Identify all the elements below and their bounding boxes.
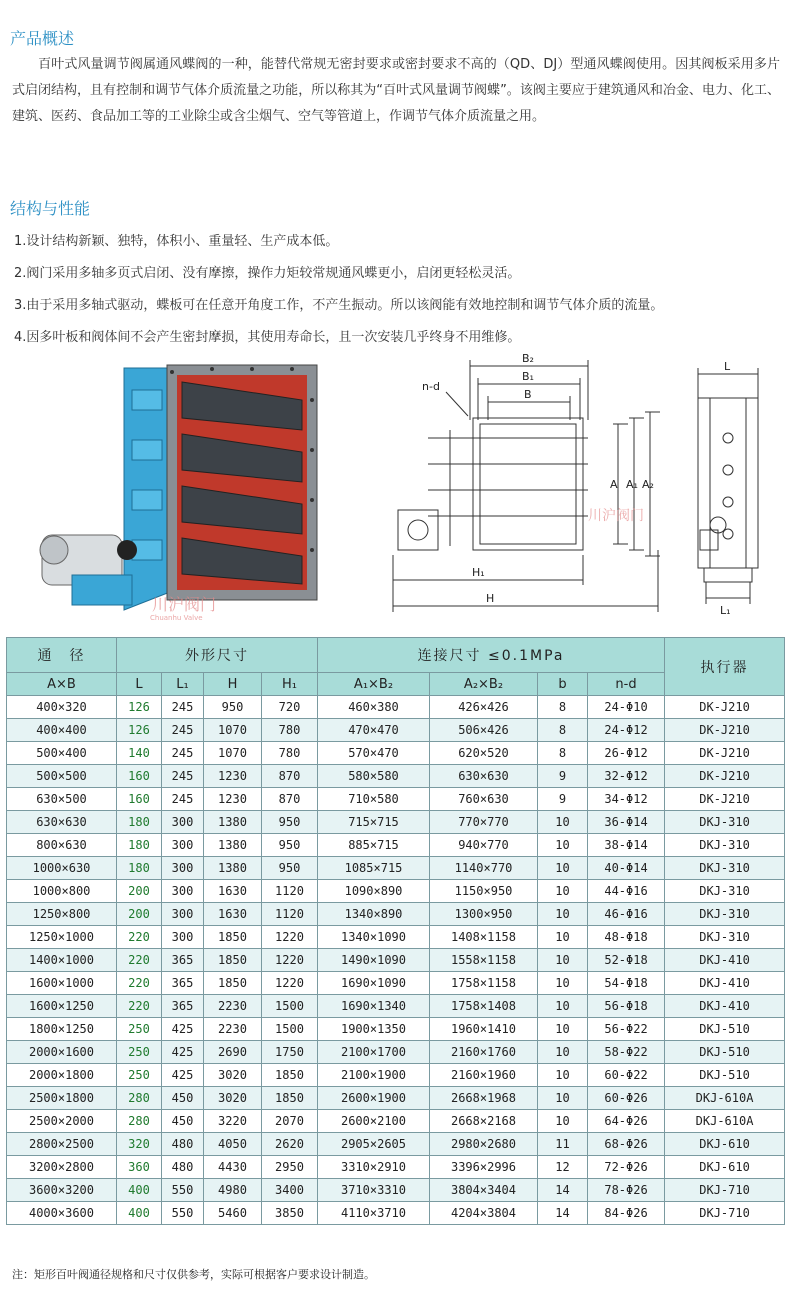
table-cell: 40-Φ14 (588, 857, 665, 880)
table-cell: 56-Φ18 (588, 995, 665, 1018)
table-cell: 1600×1250 (7, 995, 117, 1018)
table-cell: 300 (162, 903, 204, 926)
table-cell: 1400×1000 (7, 949, 117, 972)
table-cell: 1850 (262, 1064, 318, 1087)
dim-l1: L₁ (720, 604, 731, 617)
table-cell: 400×400 (7, 719, 117, 742)
table-cell: 34-Φ12 (588, 788, 665, 811)
table-cell: 2800×2500 (7, 1133, 117, 1156)
table-cell: 180 (117, 857, 162, 880)
table-cell: 365 (162, 995, 204, 1018)
table-cell: 426×426 (430, 696, 538, 719)
table-cell: 1758×1158 (430, 972, 538, 995)
table-row (7, 834, 785, 857)
table-cell: 1800×1250 (7, 1018, 117, 1041)
table-cell: 1900×1350 (318, 1018, 430, 1041)
table-cell: 630×630 (430, 765, 538, 788)
table-cell: 450 (162, 1087, 204, 1110)
table-cell: 84-Φ26 (588, 1202, 665, 1225)
table-cell: 1690×1090 (318, 972, 430, 995)
table-cell: 3710×3310 (318, 1179, 430, 1202)
table-cell: 8 (538, 696, 588, 719)
table-row (7, 1133, 785, 1156)
table-cell: 200 (117, 880, 162, 903)
table-cell: DK-J210 (665, 765, 785, 788)
table-cell: 480 (162, 1156, 204, 1179)
table-cell: 24-Φ10 (588, 696, 665, 719)
table-row (7, 949, 785, 972)
table-cell: 2500×2000 (7, 1110, 117, 1133)
table-cell: 10 (538, 811, 588, 834)
table-cell: 1220 (262, 949, 318, 972)
table-cell: 3850 (262, 1202, 318, 1225)
table-cell: 470×470 (318, 719, 430, 742)
table-cell: 365 (162, 949, 204, 972)
table-cell: 1408×1158 (430, 926, 538, 949)
header-lianjie: 连接尺寸 ≤0.1MPa (318, 638, 665, 673)
table-cell: 10 (538, 1110, 588, 1133)
table-cell: DKJ-710 (665, 1179, 785, 1202)
table-cell: 3020 (204, 1064, 262, 1087)
table-cell: 885×715 (318, 834, 430, 857)
table-cell: 46-Φ16 (588, 903, 665, 926)
table-cell: 360 (117, 1156, 162, 1179)
table-cell: 2950 (262, 1156, 318, 1179)
table-cell: DKJ-610 (665, 1133, 785, 1156)
table-cell: 1380 (204, 834, 262, 857)
table-cell: 160 (117, 788, 162, 811)
table-cell: 450 (162, 1110, 204, 1133)
table-cell: 10 (538, 1041, 588, 1064)
subheader-cell: L (117, 673, 162, 696)
table-cell: 1140×770 (430, 857, 538, 880)
table-cell: 60-Φ26 (588, 1087, 665, 1110)
table-cell: DKJ-310 (665, 880, 785, 903)
table-cell: 2230 (204, 995, 262, 1018)
table-cell: 1758×1408 (430, 995, 538, 1018)
table-cell: 245 (162, 719, 204, 742)
table-cell: 26-Φ12 (588, 742, 665, 765)
table-cell: 8 (538, 719, 588, 742)
drawing-watermark: 川沪阀门 (588, 508, 644, 524)
table-cell: DK-J210 (665, 696, 785, 719)
table-cell: 3396×2996 (430, 1156, 538, 1179)
table-cell: DK-J210 (665, 742, 785, 765)
table-cell: 400 (117, 1202, 162, 1225)
table-cell: DKJ-410 (665, 949, 785, 972)
dim-nd: n-d (422, 380, 440, 393)
overview-text: 百叶式风量调节阀属通风蝶阀的一种，能替代常规无密封要求或密封要求不高的（QD、DJ）型通风蝶阀使用。因其阀板采用多片式启闭结构，且有控制和调节气体介质流量之功能，所以称其为“百叶式风量调节阀蝶”。该阀主要应于建筑通风和冶金、电力、化工、建筑、医药、食品加工等的工业除尘或含尘烟气、空气等管道上，作调节气体介质流量之用。 (12, 57, 780, 124)
table-cell: 2100×1900 (318, 1064, 430, 1087)
table-cell: 140 (117, 742, 162, 765)
table-cell: 1630 (204, 903, 262, 926)
feature-item-2: 2.阀门采用多轴多页式启闭、没有摩擦，操作力矩较常规通风蝶更小，启闭更轻松灵活。 (14, 266, 521, 281)
dim-a1: A₁ (626, 478, 638, 491)
table-cell: 300 (162, 857, 204, 880)
table-cell: 10 (538, 995, 588, 1018)
table-cell: 1150×950 (430, 880, 538, 903)
table-cell: 2160×1760 (430, 1041, 538, 1064)
table-cell: 1850 (204, 972, 262, 995)
table-cell: 58-Φ22 (588, 1041, 665, 1064)
table-cell: 365 (162, 972, 204, 995)
table-cell: 1000×800 (7, 880, 117, 903)
front-view-drawing (388, 350, 678, 620)
table-cell: DK-J210 (665, 788, 785, 811)
table-cell: 300 (162, 926, 204, 949)
dim-l: L (724, 360, 731, 373)
table-cell: 245 (162, 742, 204, 765)
table-cell: 1120 (262, 880, 318, 903)
table-cell: 2668×2168 (430, 1110, 538, 1133)
table-cell: 1220 (262, 972, 318, 995)
table-cell: 2500×1800 (7, 1087, 117, 1110)
table-cell: 56-Φ22 (588, 1018, 665, 1041)
table-cell: 52-Φ18 (588, 949, 665, 972)
table-cell: 2160×1960 (430, 1064, 538, 1087)
side-view-drawing (680, 360, 780, 625)
table-cell: 9 (538, 765, 588, 788)
table-cell: 126 (117, 696, 162, 719)
table-cell: 1340×890 (318, 903, 430, 926)
table-row (7, 1018, 785, 1041)
table-row (7, 811, 785, 834)
table-cell: 78-Φ26 (588, 1179, 665, 1202)
table-cell: 48-Φ18 (588, 926, 665, 949)
table-cell: 3200×2800 (7, 1156, 117, 1179)
table-cell: DKJ-310 (665, 811, 785, 834)
subheader-cell: H (204, 673, 262, 696)
table-cell: 3310×2910 (318, 1156, 430, 1179)
table-cell: 1490×1090 (318, 949, 430, 972)
table-cell: 64-Φ26 (588, 1110, 665, 1133)
table-cell: 180 (117, 834, 162, 857)
table-cell: 8 (538, 742, 588, 765)
table-cell: 11 (538, 1133, 588, 1156)
table-row (7, 1156, 785, 1179)
table-cell: 3020 (204, 1087, 262, 1110)
header-tongjing: 通 径 (7, 638, 117, 673)
table-cell: DKJ-410 (665, 972, 785, 995)
table-cell: 760×630 (430, 788, 538, 811)
table-cell: 10 (538, 903, 588, 926)
table-cell: 10 (538, 857, 588, 880)
table-cell: 1120 (262, 903, 318, 926)
table-cell: 126 (117, 719, 162, 742)
table-cell: 480 (162, 1133, 204, 1156)
dim-a2: A₂ (642, 478, 654, 491)
table-cell: 400 (117, 1179, 162, 1202)
table-cell: DKJ-610A (665, 1087, 785, 1110)
table-cell: DKJ-310 (665, 857, 785, 880)
table-cell: 2600×1900 (318, 1087, 430, 1110)
table-cell: 10 (538, 880, 588, 903)
table-cell: 3600×3200 (7, 1179, 117, 1202)
table-row (7, 1041, 785, 1064)
table-cell: 780 (262, 719, 318, 742)
header-waixing: 外形尺寸 (117, 638, 318, 673)
table-cell: 250 (117, 1064, 162, 1087)
table-row (7, 880, 785, 903)
table-row (7, 765, 785, 788)
table-row (7, 1087, 785, 1110)
table-cell: 2070 (262, 1110, 318, 1133)
table-cell: 160 (117, 765, 162, 788)
table-cell: 3400 (262, 1179, 318, 1202)
table-cell: 72-Φ26 (588, 1156, 665, 1179)
table-row (7, 1202, 785, 1225)
table-cell: 1090×890 (318, 880, 430, 903)
table-row (7, 926, 785, 949)
table-cell: 220 (117, 972, 162, 995)
table-cell: DKJ-610 (665, 1156, 785, 1179)
table-cell: 250 (117, 1018, 162, 1041)
table-cell: 950 (204, 696, 262, 719)
table-cell: DKJ-510 (665, 1018, 785, 1041)
table-cell: 2230 (204, 1018, 262, 1041)
table-cell: DKJ-610A (665, 1110, 785, 1133)
table-cell: DKJ-310 (665, 926, 785, 949)
dim-h1: H₁ (472, 566, 485, 579)
subheader-cell: n-d (588, 673, 665, 696)
table-cell: 12 (538, 1156, 588, 1179)
table-cell: 4204×3804 (430, 1202, 538, 1225)
table-row (7, 972, 785, 995)
table-cell: 550 (162, 1202, 204, 1225)
table-cell: 550 (162, 1179, 204, 1202)
table-cell: 60-Φ22 (588, 1064, 665, 1087)
table-cell: 940×770 (430, 834, 538, 857)
table-cell: 715×715 (318, 811, 430, 834)
table-cell: 32-Φ12 (588, 765, 665, 788)
table-cell: 1850 (204, 926, 262, 949)
table-cell: 425 (162, 1064, 204, 1087)
table-cell: 10 (538, 972, 588, 995)
table-cell: 1250×1000 (7, 926, 117, 949)
table-cell: 950 (262, 857, 318, 880)
table-cell: 1690×1340 (318, 995, 430, 1018)
feature-item-3: 3.由于采用多轴式驱动，蝶板可在任意开角度工作，不产生振动。所以该阀能有效地控制和调节气体介质的流量。 (14, 298, 664, 313)
subheader-cell: A₁×B₂ (318, 673, 430, 696)
photo-watermark: 川沪阀门 (152, 595, 217, 614)
table-cell: 245 (162, 696, 204, 719)
table-cell: 1850 (204, 949, 262, 972)
table-cell: 1250×800 (7, 903, 117, 926)
dim-b1: B₁ (522, 370, 534, 383)
table-cell: DKJ-310 (665, 903, 785, 926)
subheader-cell: L₁ (162, 673, 204, 696)
table-cell: 630×630 (7, 811, 117, 834)
structure-title: 结构与性能 (10, 199, 91, 218)
table-row (7, 995, 785, 1018)
table-cell: 1750 (262, 1041, 318, 1064)
subheader-cell: b (538, 673, 588, 696)
dim-b2: B₂ (522, 352, 534, 365)
table-cell: 2100×1700 (318, 1041, 430, 1064)
table-cell: 870 (262, 788, 318, 811)
table-cell: DKJ-710 (665, 1202, 785, 1225)
photo-watermark-sub: Chuanhu Valve (150, 614, 203, 622)
table-cell: 220 (117, 926, 162, 949)
table-cell: 1630 (204, 880, 262, 903)
table-cell: 1070 (204, 742, 262, 765)
table-cell: 10 (538, 949, 588, 972)
table-cell: 54-Φ18 (588, 972, 665, 995)
table-cell: DK-J210 (665, 719, 785, 742)
table-cell: 200 (117, 903, 162, 926)
table-cell: 36-Φ14 (588, 811, 665, 834)
table-cell: 1220 (262, 926, 318, 949)
table-cell: 500×400 (7, 742, 117, 765)
table-cell: 1558×1158 (430, 949, 538, 972)
table-cell: 245 (162, 788, 204, 811)
header-zhixing: 执行器 (665, 638, 785, 696)
table-cell: 1230 (204, 788, 262, 811)
table-cell: 2620 (262, 1133, 318, 1156)
table-cell: 320 (117, 1133, 162, 1156)
dim-b: B (524, 388, 532, 401)
table-cell: 14 (538, 1202, 588, 1225)
table-cell: 180 (117, 811, 162, 834)
table-cell: 4050 (204, 1133, 262, 1156)
table-cell: 300 (162, 811, 204, 834)
table-row (7, 788, 785, 811)
table-cell: 38-Φ14 (588, 834, 665, 857)
table-cell: 245 (162, 765, 204, 788)
table-cell: 9 (538, 788, 588, 811)
table-row (7, 1110, 785, 1133)
table-cell: 1500 (262, 995, 318, 1018)
table-cell: 770×770 (430, 811, 538, 834)
table-cell: DKJ-410 (665, 995, 785, 1018)
table-cell: 780 (262, 742, 318, 765)
table-cell: 460×380 (318, 696, 430, 719)
table-cell: 1070 (204, 719, 262, 742)
table-cell: 300 (162, 880, 204, 903)
table-cell: 2000×1600 (7, 1041, 117, 1064)
table-cell: DKJ-510 (665, 1064, 785, 1087)
table-cell: 300 (162, 834, 204, 857)
table-cell: 10 (538, 834, 588, 857)
table-cell: 5460 (204, 1202, 262, 1225)
table-cell: 950 (262, 811, 318, 834)
table-cell: 2600×2100 (318, 1110, 430, 1133)
subheader-cell: A×B (7, 673, 117, 696)
table-cell: 506×426 (430, 719, 538, 742)
table-cell: 1230 (204, 765, 262, 788)
table-cell: 280 (117, 1110, 162, 1133)
table-row (7, 1179, 785, 1202)
table-cell: 2690 (204, 1041, 262, 1064)
dim-a: A (610, 478, 618, 491)
table-cell: 800×630 (7, 834, 117, 857)
table-cell: 1600×1000 (7, 972, 117, 995)
table-row (7, 719, 785, 742)
table-row (7, 696, 785, 719)
table-cell: 4110×3710 (318, 1202, 430, 1225)
table-cell: 4000×3600 (7, 1202, 117, 1225)
table-cell: 570×470 (318, 742, 430, 765)
table-cell: 710×580 (318, 788, 430, 811)
feature-item-1: 1.设计结构新颖、独特，体积小、重量轻、生产成本低。 (14, 234, 339, 249)
table-cell: DKJ-510 (665, 1041, 785, 1064)
table-cell: 1000×630 (7, 857, 117, 880)
table-cell: 1340×1090 (318, 926, 430, 949)
table-cell: 870 (262, 765, 318, 788)
table-cell: 2668×1968 (430, 1087, 538, 1110)
spec-table-body (7, 696, 785, 1225)
table-cell: 44-Φ16 (588, 880, 665, 903)
table-cell: 14 (538, 1179, 588, 1202)
table-cell: 4430 (204, 1156, 262, 1179)
subheader-cell: H₁ (262, 673, 318, 696)
table-cell: 10 (538, 1087, 588, 1110)
spec-table (6, 637, 785, 1225)
table-cell: 1850 (262, 1087, 318, 1110)
product-photo (32, 360, 332, 625)
table-cell: 10 (538, 1064, 588, 1087)
table-cell: 1380 (204, 857, 262, 880)
table-cell: 68-Φ26 (588, 1133, 665, 1156)
dim-h: H (486, 592, 495, 605)
table-cell: 425 (162, 1041, 204, 1064)
table-row (7, 1064, 785, 1087)
table-cell: DKJ-310 (665, 834, 785, 857)
table-cell: 10 (538, 1018, 588, 1041)
table-cell: 425 (162, 1018, 204, 1041)
table-cell: 1380 (204, 811, 262, 834)
table-cell: 400×320 (7, 696, 117, 719)
feature-item-4: 4.因多叶板和阀体间不会产生密封摩损，其使用寿命长，且一次安装几乎终身不用维修。 (14, 330, 521, 345)
overview-paragraph (12, 52, 780, 130)
overview-title: 产品概述 (10, 29, 75, 48)
table-cell: 1085×715 (318, 857, 430, 880)
table-cell: 1300×950 (430, 903, 538, 926)
table-cell: 1500 (262, 1018, 318, 1041)
table-row (7, 742, 785, 765)
table-cell: 2905×2605 (318, 1133, 430, 1156)
table-cell: 2000×1800 (7, 1064, 117, 1087)
table-row (7, 857, 785, 880)
table-cell: 4980 (204, 1179, 262, 1202)
table-cell: 280 (117, 1087, 162, 1110)
table-cell: 500×500 (7, 765, 117, 788)
table-cell: 3804×3404 (430, 1179, 538, 1202)
table-cell: 220 (117, 949, 162, 972)
table-cell: 10 (538, 926, 588, 949)
table-cell: 250 (117, 1041, 162, 1064)
table-cell: 1960×1410 (430, 1018, 538, 1041)
table-cell: 720 (262, 696, 318, 719)
table-cell: 220 (117, 995, 162, 1018)
table-cell: 620×520 (430, 742, 538, 765)
table-cell: 2980×2680 (430, 1133, 538, 1156)
footnote: 注：矩形百叶阀通径规格和尺寸仅供参考，实际可根据客户要求设计制造。 (12, 1268, 375, 1281)
subheader-cell: A₂×B₂ (430, 673, 538, 696)
table-cell: 24-Φ12 (588, 719, 665, 742)
table-cell: 580×580 (318, 765, 430, 788)
table-cell: 630×500 (7, 788, 117, 811)
table-row (7, 903, 785, 926)
table-cell: 3220 (204, 1110, 262, 1133)
table-cell: 950 (262, 834, 318, 857)
